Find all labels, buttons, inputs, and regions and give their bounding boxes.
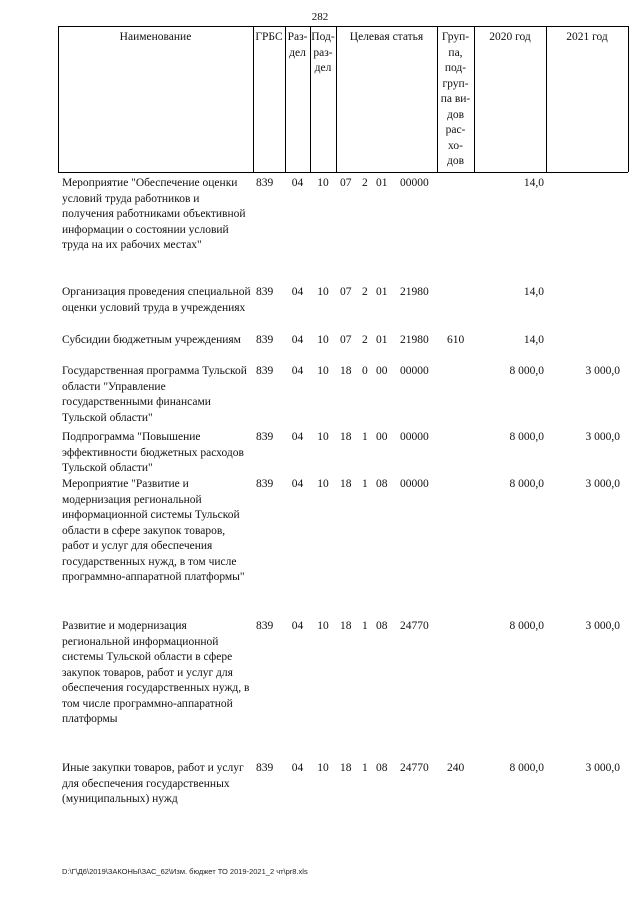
row-cs-subprogram: 1 <box>362 431 368 443</box>
row-podrazdel: 10 <box>317 478 329 490</box>
row-cs-program: 18 <box>340 431 352 443</box>
row-cs-subprogram: 2 <box>362 334 368 346</box>
row-2021: 3 000,0 <box>585 620 620 632</box>
table-header <box>58 26 628 173</box>
row-name: Мероприятие "Обеспечение оценки условий труда работников и получения работниками объективной информации о состоянии условий труда на их рабочих местах" <box>62 177 246 251</box>
row-cs-subprogram: 1 <box>362 620 368 632</box>
row-razdel: 04 <box>291 177 304 189</box>
row-name: Развитие и модернизация региональной информационной системы Тульской области в сфере закупок товаров, работ и услуг для обеспечения государственных нужд, в том числе программно-аппаратной платформы <box>62 620 250 725</box>
row-grbs: 839 <box>256 431 274 443</box>
row-grbs: 839 <box>256 177 274 189</box>
row-cs-subprogram: 2 <box>362 177 368 189</box>
row-cs-subprogram: 1 <box>362 762 368 774</box>
row-cs-direction: 24770 <box>400 762 429 774</box>
row-grbs: 839 <box>256 286 274 298</box>
row-cs-program: 18 <box>340 365 352 377</box>
row-cs-direction: 00000 <box>400 431 429 443</box>
header-name: Наименование <box>119 31 192 43</box>
header-grbs: ГРБС <box>255 31 283 43</box>
header-podrazdel: Под- раз- дел <box>311 31 335 74</box>
row-podrazdel: 10 <box>317 177 329 189</box>
row-2020: 8 000,0 <box>509 431 544 443</box>
row-cs-event: 01 <box>376 334 388 346</box>
page-number: 282 <box>311 11 329 23</box>
row-2021: 3 000,0 <box>585 431 620 443</box>
row-2020: 8 000,0 <box>509 478 544 490</box>
row-cs-event: 08 <box>376 620 388 632</box>
row-2021: 3 000,0 <box>585 762 620 774</box>
row-cs-program: 18 <box>340 620 352 632</box>
row-cs-subprogram: 0 <box>362 365 368 377</box>
row-cs-direction: 24770 <box>400 620 429 632</box>
row-grbs: 839 <box>256 762 274 774</box>
row-cs-event: 00 <box>376 365 388 377</box>
row-razdel: 04 <box>291 365 304 377</box>
row-podrazdel: 10 <box>317 762 329 774</box>
row-name: Субсидии бюджетным учреждениям <box>62 334 241 346</box>
row-2020: 8 000,0 <box>509 762 544 774</box>
row-2020: 8 000,0 <box>509 620 544 632</box>
row-cs-event: 00 <box>376 431 388 443</box>
header-target: Целевая статья <box>349 31 424 43</box>
row-cs-event: 08 <box>376 762 388 774</box>
row-name: Мероприятие "Развитие и модернизация региональной информационной системы Тульской области в сфере закупок товаров, работ и услуг для обеспечения государственных нужд, в том числе программно-аппаратной платформы" <box>62 478 245 583</box>
row-cs-program: 07 <box>340 286 352 298</box>
row-cs-program: 07 <box>340 177 352 189</box>
row-2021: 3 000,0 <box>585 478 620 490</box>
row-vr: 240 <box>447 762 465 774</box>
row-vr: 610 <box>447 334 465 346</box>
row-cs-direction: 00000 <box>400 365 429 377</box>
row-cs-subprogram: 2 <box>362 286 368 298</box>
header-divider <box>336 26 337 172</box>
row-grbs: 839 <box>256 365 274 377</box>
row-podrazdel: 10 <box>317 620 329 632</box>
row-razdel: 04 <box>291 478 304 490</box>
file-path-footer: D:\Г\Д6\2019\ЗАКОНЫ\ЗАС_62\Изм. бюджет ТО 2019-2021_2 чт\pr8.xls <box>62 867 308 876</box>
row-2020: 14,0 <box>523 286 544 298</box>
row-grbs: 839 <box>256 478 274 490</box>
header-razdel: Раз- дел <box>287 31 308 59</box>
row-name: Организация проведения специальной оценки условий труда в учреждениях <box>62 286 251 314</box>
row-razdel: 04 <box>291 762 304 774</box>
row-razdel: 04 <box>291 620 304 632</box>
row-name: Государственная программа Тульской области "Управление государственными финансами Тульской области" <box>62 365 247 424</box>
header-divider <box>253 26 254 172</box>
row-podrazdel: 10 <box>317 334 329 346</box>
header-divider <box>546 26 547 172</box>
row-razdel: 04 <box>291 334 304 346</box>
row-cs-direction: 00000 <box>400 478 429 490</box>
row-grbs: 839 <box>256 620 274 632</box>
row-podrazdel: 10 <box>317 431 329 443</box>
row-podrazdel: 10 <box>317 365 329 377</box>
header-2020: 2020 год <box>489 31 531 43</box>
row-2020: 14,0 <box>523 334 544 346</box>
row-cs-direction: 00000 <box>400 177 429 189</box>
row-cs-event: 01 <box>376 177 388 189</box>
header-divider <box>628 26 629 172</box>
row-2020: 14,0 <box>523 177 544 189</box>
header-divider <box>58 26 59 172</box>
row-cs-direction: 21980 <box>400 286 429 298</box>
row-cs-subprogram: 1 <box>362 478 368 490</box>
row-cs-direction: 21980 <box>400 334 429 346</box>
row-razdel: 04 <box>291 431 304 443</box>
header-group: Груп- па, под- груп- па ви- дов рас- хо- дов <box>440 31 471 167</box>
row-cs-program: 18 <box>340 478 352 490</box>
row-cs-program: 07 <box>340 334 352 346</box>
row-2021: 3 000,0 <box>585 365 620 377</box>
row-name: Иные закупки товаров, работ и услуг для обеспечения государственных (муниципальных) нужд <box>62 762 244 805</box>
row-grbs: 839 <box>256 334 274 346</box>
header-divider <box>474 26 475 172</box>
row-cs-event: 08 <box>376 478 388 490</box>
header-2021: 2021 год <box>566 31 608 43</box>
row-razdel: 04 <box>291 286 304 298</box>
row-name: Подпрограмма "Повышение эффективности бюджетных расходов Тульской области" <box>62 431 244 474</box>
row-cs-program: 18 <box>340 762 352 774</box>
row-podrazdel: 10 <box>317 286 329 298</box>
row-2020: 8 000,0 <box>509 365 544 377</box>
row-cs-event: 01 <box>376 286 388 298</box>
